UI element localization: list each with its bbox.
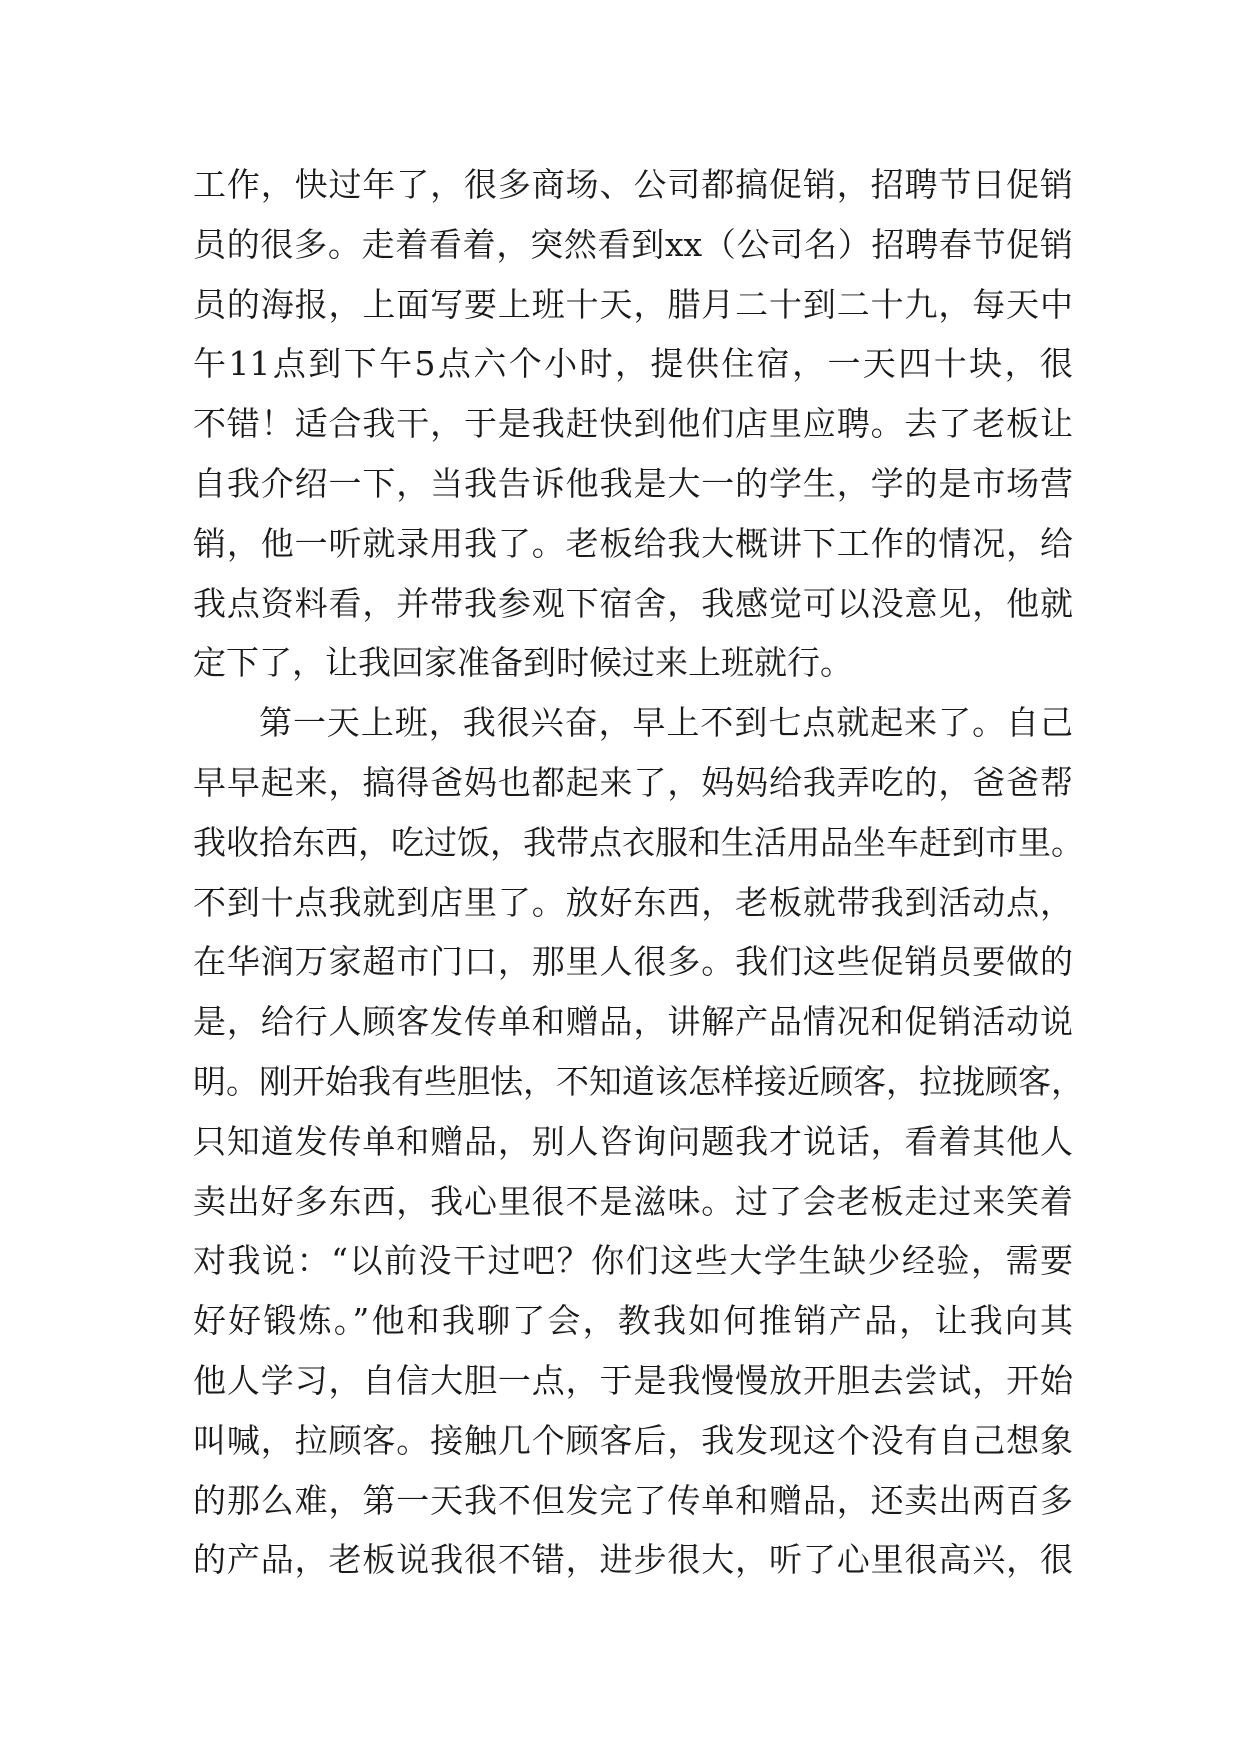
text-line: 定下了，让我回家准备到时候过来上班就行。 — [193, 643, 853, 683]
text-line: 他人学习，自信大胆一点，于是我慢慢放开胆去尝试，开始 — [193, 1360, 1073, 1400]
text-line: 工作，快过年了，很多商场、公司都搞促销，招聘节日促销 — [193, 165, 1073, 204]
text-line: 明。刚开始我有些胆怯，不知道该怎样接近顾客，拉拢顾客， — [193, 1061, 1084, 1101]
text-line: 的那么难，第一天我不但发完了传单和赠品，还卖出两百多 — [193, 1480, 1073, 1520]
text-line: 卖出好多东西，我心里很不是滋味。过了会老板走过来笑着 — [193, 1181, 1073, 1221]
text-line: 我点资料看，并带我参观下宿舍，我感觉可以没意见，他就 — [193, 583, 1073, 623]
text-line: 不到十点我就到店里了。放好东西，老板就带我到活动点， — [193, 882, 1073, 922]
text-line: 对我说：“以前没干过吧？你们这些大学生缺少经验，需要 — [193, 1241, 1073, 1281]
text-line: 第一天上班，我很兴奋，早上不到七点就起来了。自己 — [259, 703, 1073, 743]
text-line: 只知道发传单和赠品，别人咨询问题我才说话，看着其他人 — [193, 1121, 1073, 1161]
text-line: 早早起来，搞得爸妈也都起来了，妈妈给我弄吃的，爸爸帮 — [193, 762, 1073, 802]
text-line: 不错！适合我干，于是我赶快到他们店里应聘。去了老板让 — [193, 404, 1073, 444]
text-line: 在华润万家超市门口，那里人很多。我们这些促销员要做的 — [193, 942, 1073, 982]
text-line: 午11点到下午5点六个小时，提供住宿，一天四十块，很 — [193, 344, 1073, 384]
text-line: 是，给行人顾客发传单和赠品，讲解产品情况和促销活动说 — [193, 1002, 1073, 1042]
text-line: 的产品，老板说我很不错，进步很大，听了心里很高兴，很 — [193, 1540, 1073, 1580]
text-line: 好好锻炼。”他和我聊了会，教我如何推销产品，让我向其 — [193, 1301, 1073, 1341]
text-line: 自我介绍一下，当我告诉他我是大一的学生，学的是市场营 — [193, 463, 1073, 503]
text-line: 员的海报，上面写要上班十天，腊月二十到二十九，每天中 — [193, 284, 1073, 324]
text-line: 销，他一听就录用我了。老板给我大概讲下工作的情况，给 — [193, 523, 1073, 563]
body-text — [193, 155, 1084, 1590]
text-line: 我收拾东西，吃过饭，我带点衣服和生活用品坐车赶到市里。 — [193, 822, 1084, 862]
text-line: 员的很多。走着看着，突然看到xx（公司名）招聘春节促销 — [193, 224, 1073, 264]
text-line: 叫喊，拉顾客。接触几个顾客后，我发现这个没有自己想象 — [193, 1420, 1073, 1460]
